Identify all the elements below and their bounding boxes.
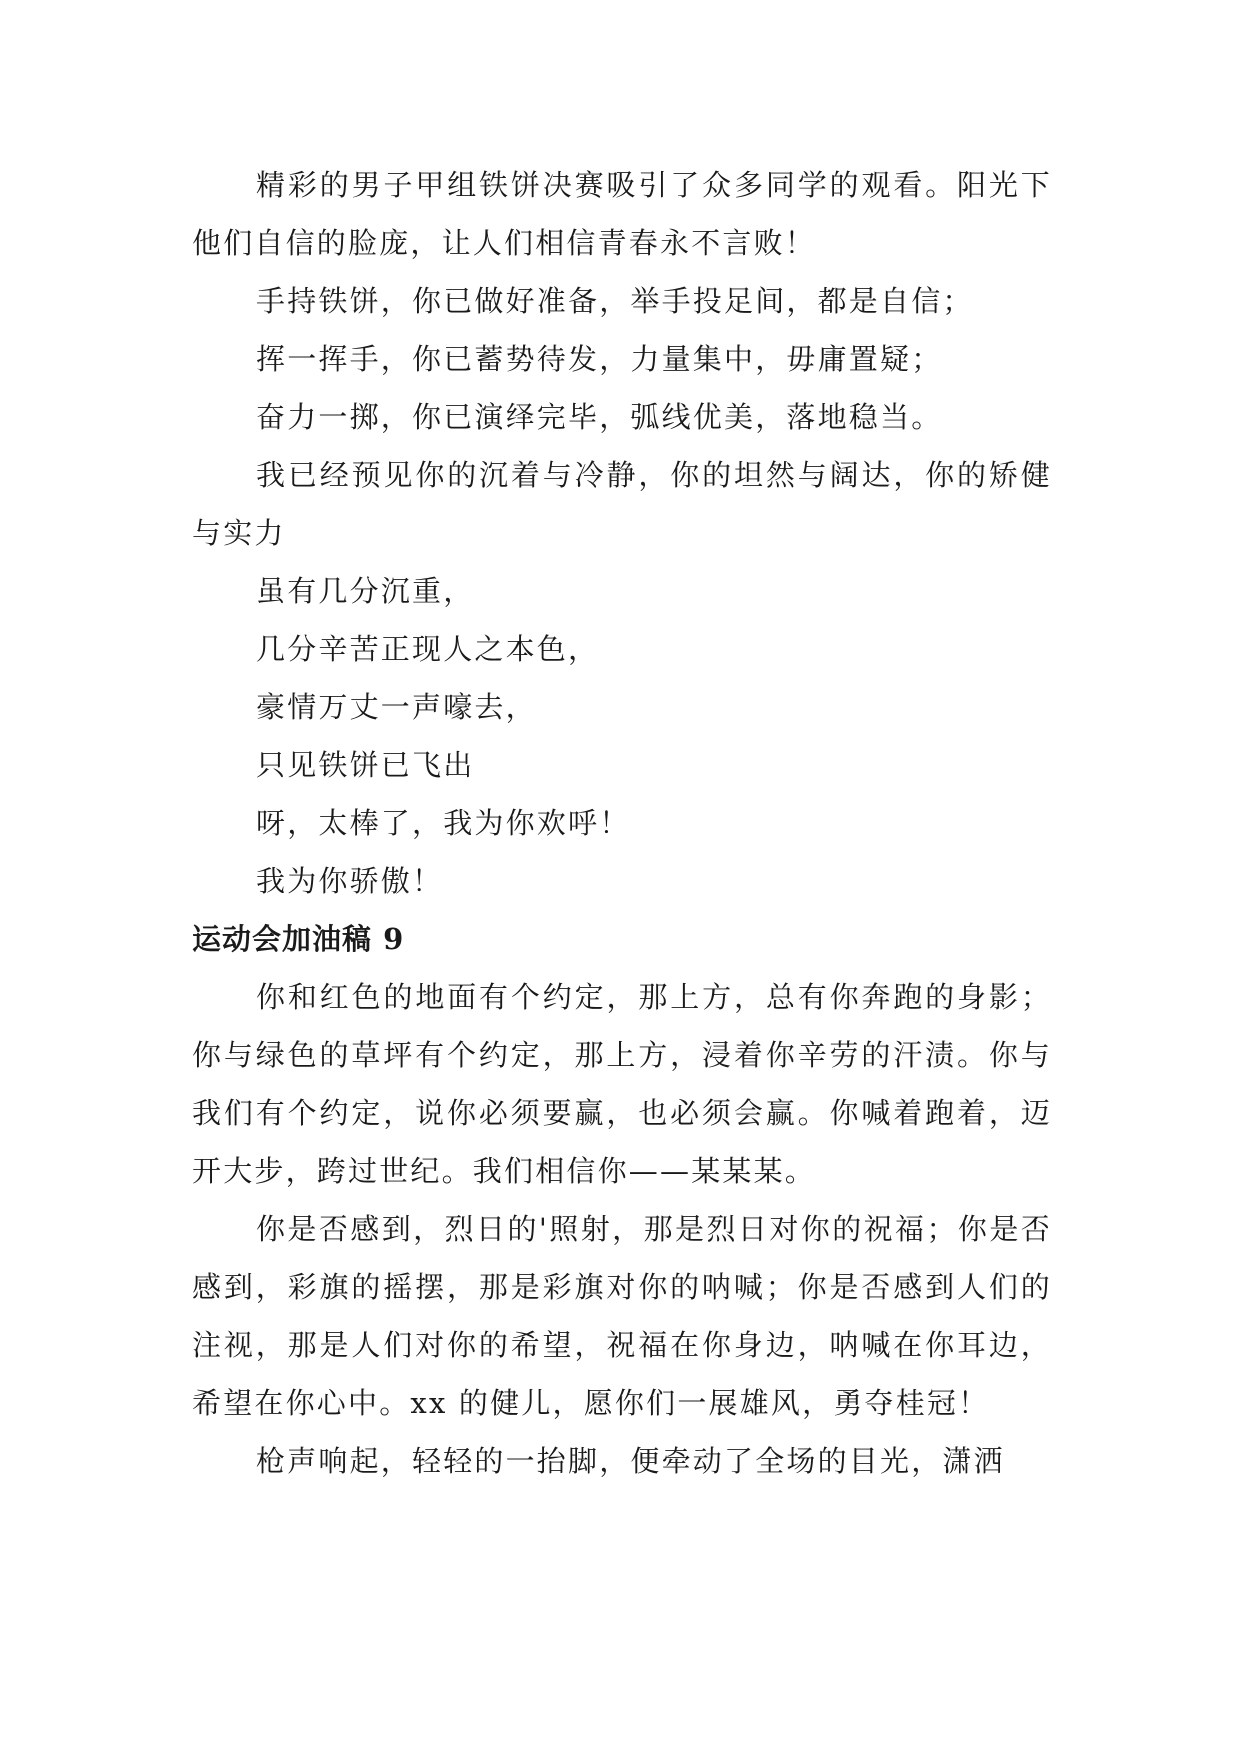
- paragraph: 你和红色的地面有个约定，那上方，总有你奔跑的身影；你与绿色的草坪有个约定，那上方，浸着你辛劳的汗渍。你与我们有个约定，说你必须要赢，也必须会赢。你喊着跑着，迈开大步，跨过世纪。我们相信你——某某某。: [192, 980, 1052, 1188]
- verse-line: 奋力一掷，你已演绎完毕，弧线优美，落地稳当。: [256, 400, 943, 434]
- verse-line: 豪情万丈一声嚎去，: [256, 690, 537, 724]
- paragraph: 精彩的男子甲组铁饼决赛吸引了众多同学的观看。阳光下他们自信的脸庞，让人们相信青春永不言败！: [192, 168, 1052, 260]
- document-body: [192, 156, 1052, 1490]
- verse-line: 手持铁饼，你已做好准备，举手投足间，都是自信；: [256, 284, 974, 318]
- paragraph: 你是否感到，烈日的'照射，那是烈日对你的祝福；你是否感到，彩旗的摇摆，那是彩旗对你的呐喊；你是否感到人们的注视，那是人们对你的希望，祝福在你身边，呐喊在你耳边，希望在你心中。xx 的健儿，愿你们一展雄风，勇夺桂冠！: [192, 1212, 1052, 1420]
- verse-line: 呀，太棒了，我为你欢呼！: [256, 806, 631, 840]
- verse-line: 我为你骄傲！: [256, 864, 444, 898]
- verse-line: 几分辛苦正现人之本色，: [256, 632, 600, 666]
- verse-line: 挥一挥手，你已蓄势待发，力量集中，毋庸置疑；: [256, 342, 943, 376]
- verse-line: 只见铁饼已飞出: [256, 748, 475, 782]
- verse-line: 虽有几分沉重，: [256, 574, 475, 608]
- paragraph: 枪声响起，轻轻的一抬脚，便牵动了全场的目光，潇洒: [256, 1444, 1005, 1478]
- paragraph: 我已经预见你的沉着与冷静，你的坦然与阔达，你的矫健与实力: [192, 458, 1052, 550]
- section-title: 运动会加油稿 9: [192, 922, 405, 956]
